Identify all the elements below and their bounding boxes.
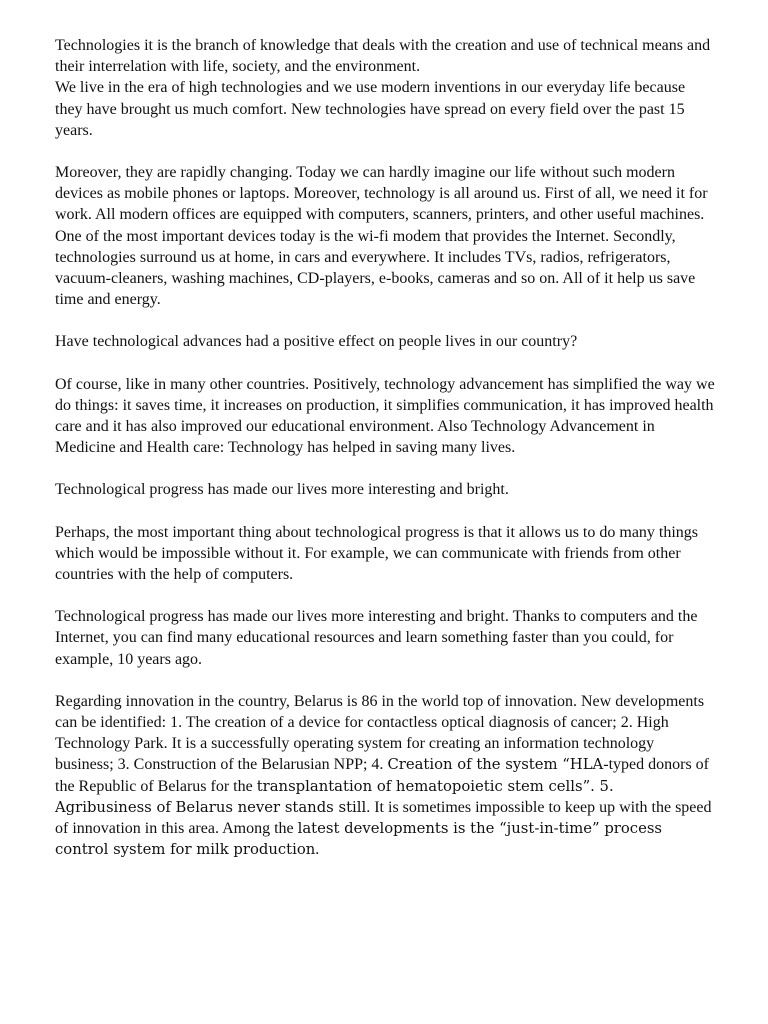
paragraph-2: Moreover, they are rapidly changing. Today we can hardly imagine our life without such modern devices as mobile phones or laptops. Moreover, technology is all around us. First of all, we need it for work. All modern offices are equipped with computers, scanners, printers, and other useful machines. One of the most important devices today is the wi-fi modem that provides the Internet. Secondly, technologies surround us at home, in cars and everywhere. It includes TVs, radios, refrigerators, vacuum-cleaners, washing machines, CD-players, e-books, cameras and so on. All of it help us save time and energy. bbox=[55, 164, 708, 309]
paragraph-8-part-5: . It is sometimes impossible to keep up with the speed of innovation in this area. Among the bbox=[55, 798, 712, 838]
paragraph-8-part-7: . bbox=[315, 841, 320, 859]
paragraph-4: Of course, like in many other countries. Positively, technology advancement has simplified the way we do things: it saves time, it increases on production, it simplifies communication, it has improved health care and it has also improved our educational environment. Also Technology Advancement in Medicine and Health care: Technology has helped in saving many lives. bbox=[55, 375, 715, 457]
paragraph-8-part-3: -typed donors of the Republic of Belarus for the bbox=[55, 756, 709, 795]
paragraph-8-part-1: Regarding innovation in the country, Belarus is 86 in the world top of innovation. New developments can be identified: 1. The creation of a device for contactless optical diagnosis of cancer; 2. High Technology Park. It is a successfully operating system for creating an information technology business; 3. Construction of the Belarusian NPP; 4. bbox=[55, 692, 705, 774]
paragraph-6: Perhaps, the most important thing about technological progress is that it allows us to do many things which would be impossible without it. For example, we can communicate with friends from other countries with the help of computers. bbox=[55, 523, 699, 584]
paragraph-3: Have technological advances had a positive effect on people lives in our country? bbox=[55, 333, 578, 351]
paragraph-8-part-6: latest developments is the “just-in-time” process control system for milk production bbox=[55, 820, 663, 859]
paragraph-8-part-2: Creation of the system “HLA bbox=[387, 756, 604, 774]
paragraph-8-part-4: transplantation of hematopoietic stem cells”. 5. Agribusiness of Belarus never stands still bbox=[55, 777, 614, 816]
paragraph-7: Technological progress has made our lives more interesting and bright. Thanks to computers and the Internet, you can find many educational resources and learn something faster than you could, for example, 10 years ago. bbox=[55, 608, 698, 668]
document-body bbox=[55, 35, 715, 861]
paragraph-1: Technologies it is the branch of knowledge that deals with the creation and use of technical means and their interrelation with life, society, and the environment. We live in the era of high technologies and we use modern inventions in our everyday life because they have brought us much comfort. New technologies have spread on every field over the past 15 years. bbox=[55, 37, 711, 139]
paragraph-5: Technological progress has made our lives more interesting and bright. bbox=[55, 481, 509, 499]
paragraph-8 bbox=[55, 691, 715, 861]
